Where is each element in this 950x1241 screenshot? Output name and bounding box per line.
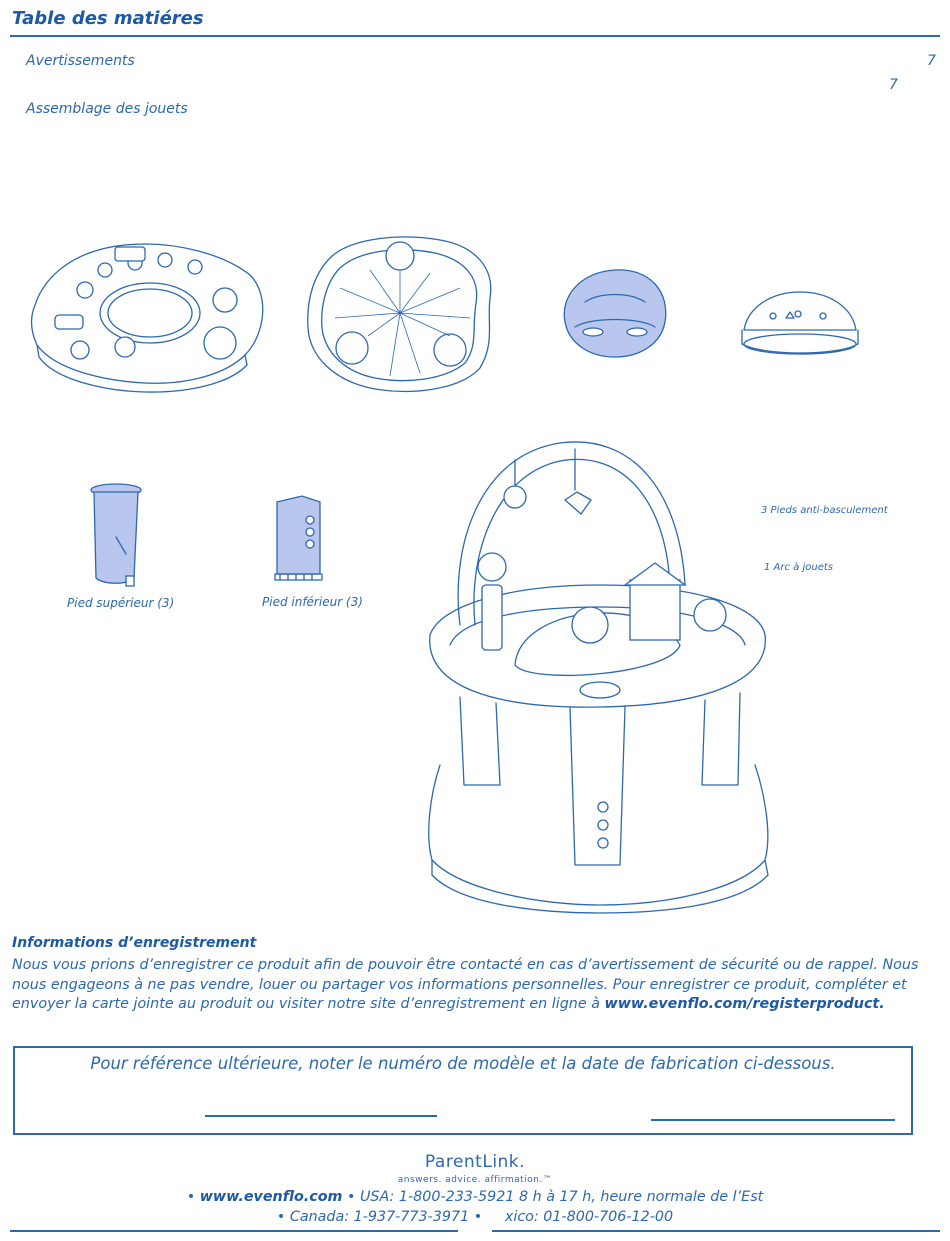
- toc-item-toy-assembly: Assemblage des jouets: [26, 101, 188, 117]
- assembled-saucer-illustration: [420, 435, 780, 915]
- canada-phone: • Canada: 1-937-773-3971 •: [276, 1209, 483, 1225]
- model-number-line[interactable]: [205, 1115, 437, 1117]
- parentlink-logo: ParentLink.: [424, 1152, 526, 1172]
- reference-box: [13, 1046, 913, 1135]
- toc-page-warnings: 7: [927, 53, 936, 69]
- usa-phone: • USA: 1-800-233-5921 8 h à 17 h, heure normale de l’Est: [346, 1189, 764, 1205]
- seat-tray-illustration: [25, 235, 275, 395]
- registration-title: Informations d’enregistrement: [12, 935, 257, 951]
- reference-text: Pour référence ultérieure, noter le numéro de modèle et la date de fabrication ci-dessous.: [90, 1054, 836, 1073]
- upper-leg-caption: Pied supérieur (3): [67, 596, 175, 610]
- lower-leg-illustration: [272, 492, 327, 587]
- mexico-phone: xico: 01-800-706-12-00: [504, 1209, 674, 1225]
- toy-arch-caption: 1 Arc à jouets: [764, 562, 833, 573]
- base-illustration: [300, 228, 500, 398]
- upper-leg-illustration: [88, 482, 148, 590]
- footer-rule-left: [10, 1230, 458, 1232]
- toc-item-warnings: Avertissements: [26, 53, 135, 69]
- contact-usa: • www.evenflo.com • USA: 1-800-233-5921 8 h à 17 h, heure normale de l’Est: [186, 1189, 764, 1205]
- contact-canada-mexico: [0, 1209, 950, 1225]
- parentlink-tagline: answers. advice. affirmation.™: [397, 1175, 553, 1185]
- registration-link[interactable]: www.evenflo.com/registerproduct.: [604, 996, 885, 1012]
- lower-leg-caption: Pied inférieur (3): [262, 595, 363, 609]
- website-link[interactable]: www.evenflo.com: [199, 1189, 343, 1205]
- registration-body: [12, 956, 922, 1015]
- toc-page-second: 7: [889, 77, 898, 93]
- header-rule: [10, 35, 940, 37]
- footer-rule-right: [492, 1230, 940, 1232]
- stabilizers-caption: 3 Pieds anti-basculement: [761, 505, 888, 516]
- manufacture-date-line[interactable]: [651, 1119, 895, 1121]
- page-title: Table des matiéres: [12, 8, 204, 29]
- registration-text: Nous vous prions d’enregistrer ce produit afin de pouvoir être contacté en cas d’avertissement de sécurité ou de rappel. Nous nous engageons à ne pas vendre, louer ou partager vos informations personnelles. Pour enregistrer ce produit, compléter et envoyer la carte jointe au produit ou visiter notre site d’enregistrement en ligne à: [12, 957, 919, 1012]
- seat-pad-illustration: [555, 262, 675, 362]
- dome-illustration: [738, 288, 863, 363]
